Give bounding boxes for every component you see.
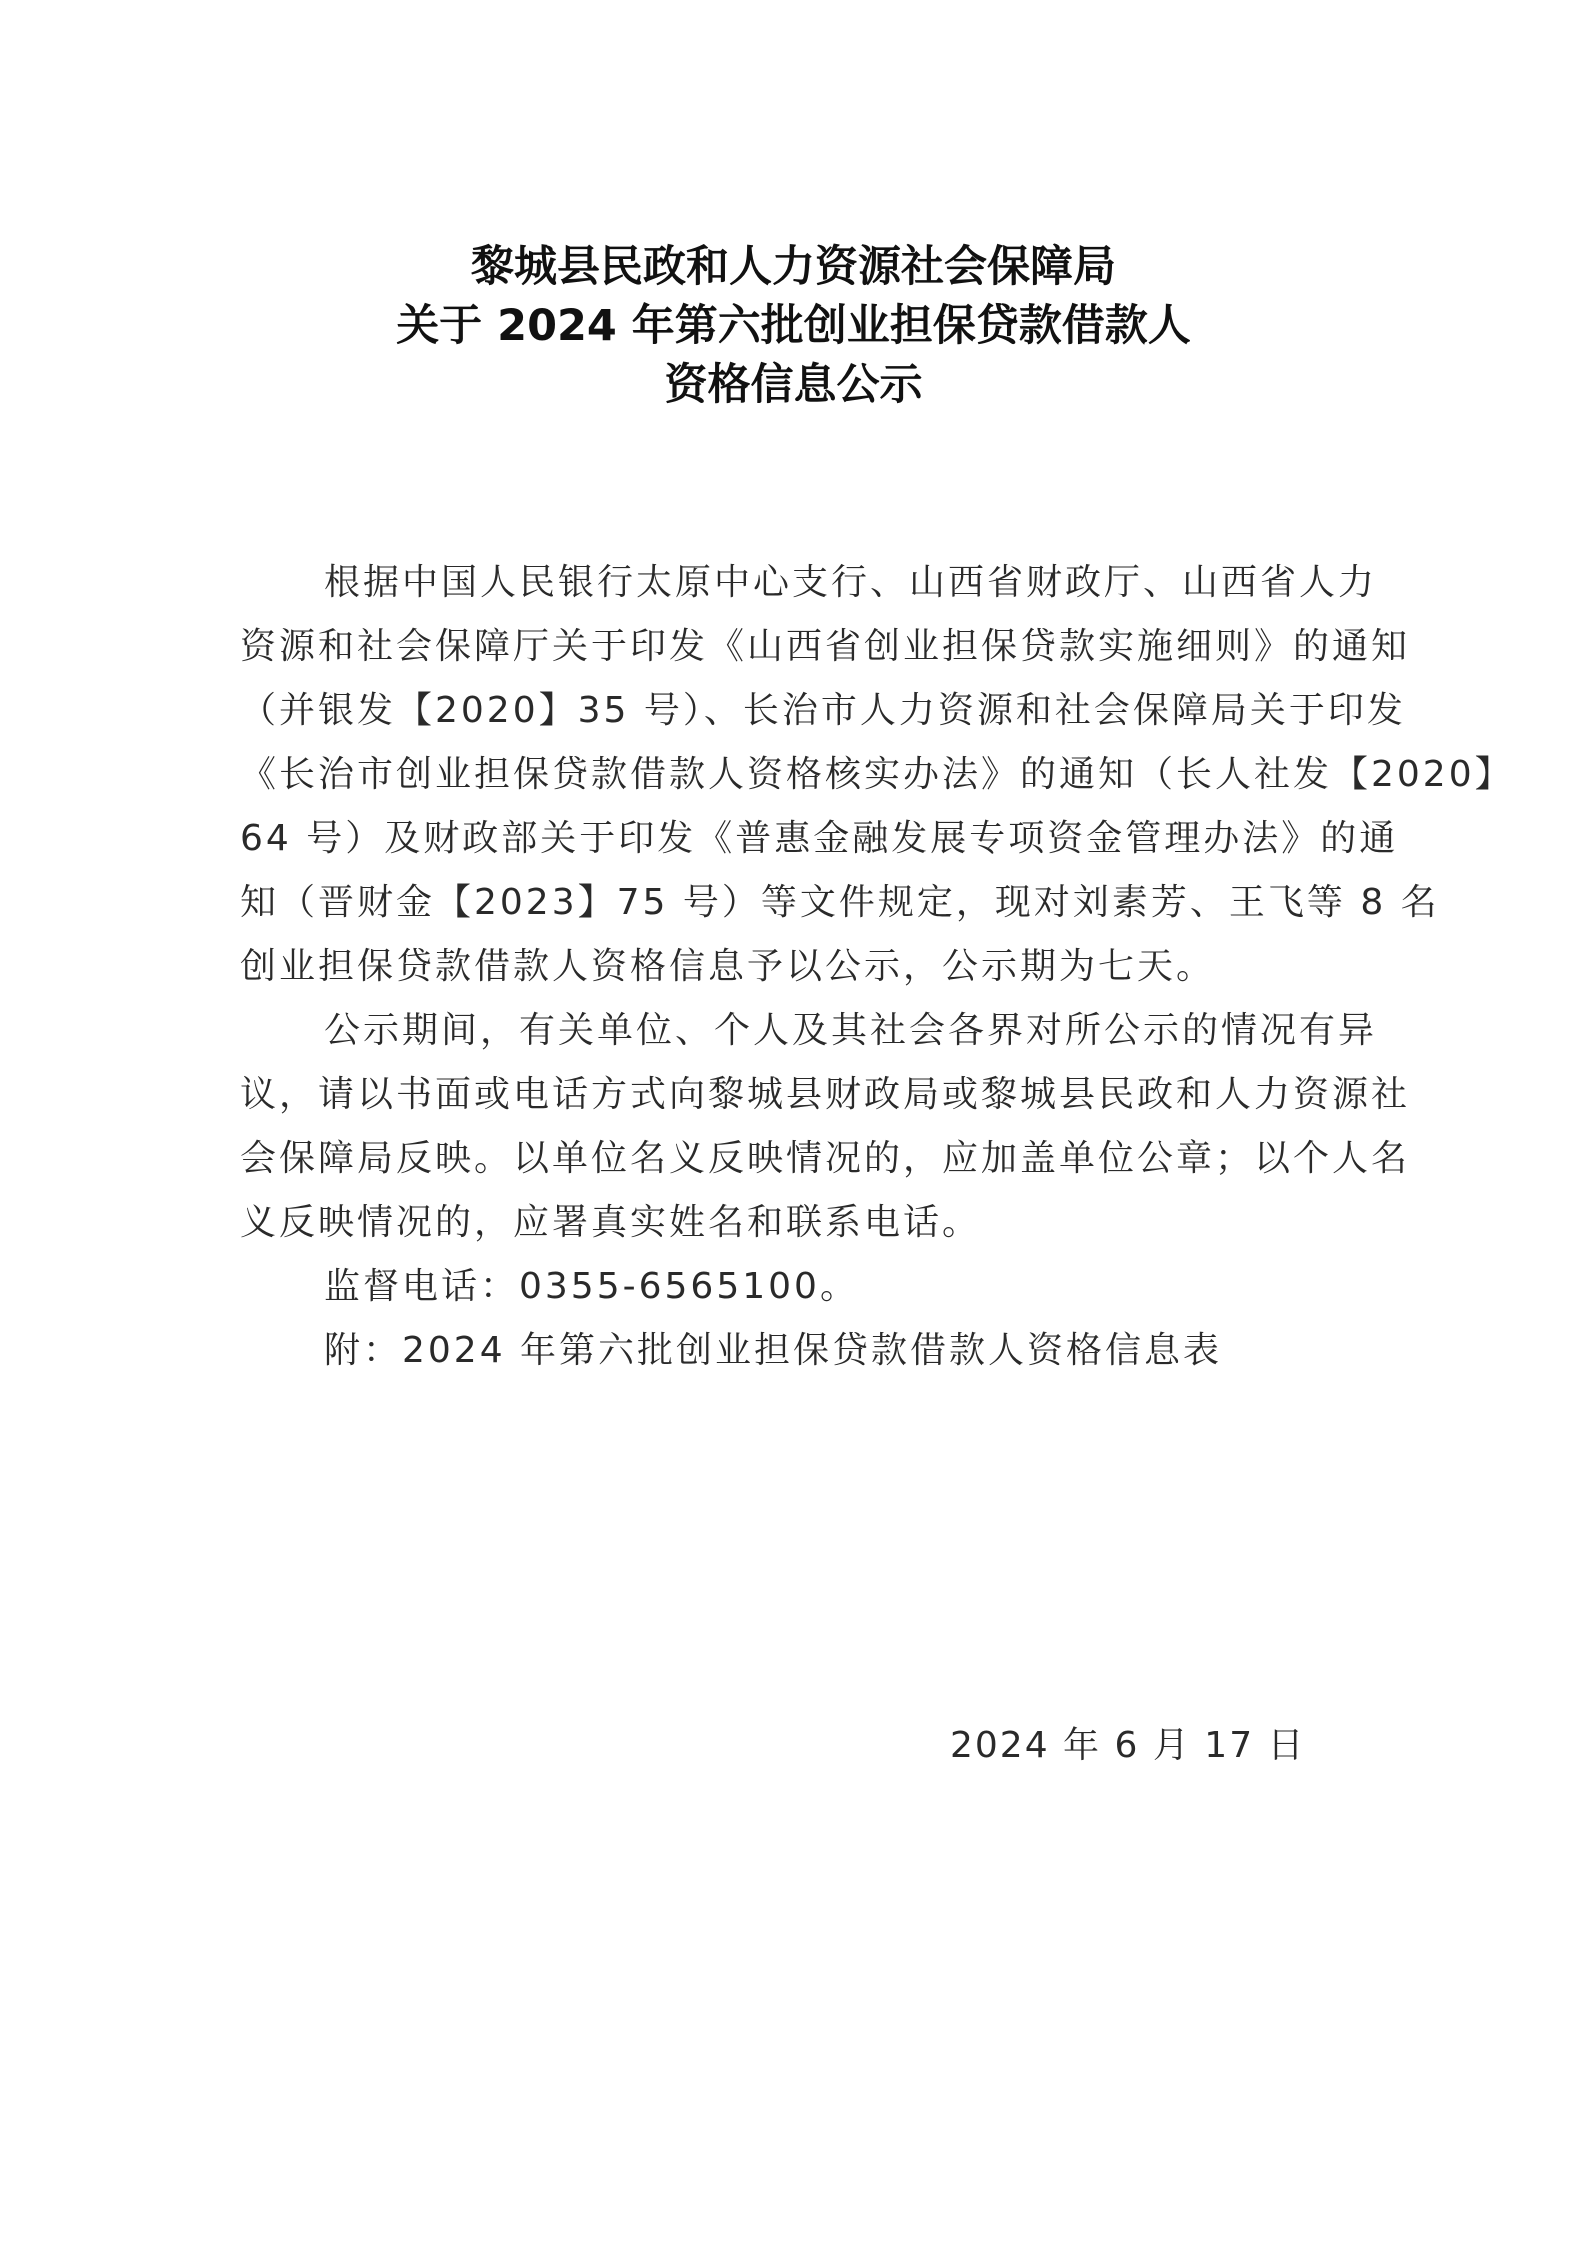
paragraph-line: 义反映情况的，应署真实姓名和联系电话。 (240, 1202, 982, 1243)
paragraph-line: 64 号）及财政部关于印发《普惠金融发展专项资金管理办法》的通 (240, 818, 1399, 859)
paragraph-line: （并银发【2020】35 号）、长治市人力资源和社会保障局关于印发 (240, 690, 1406, 731)
paragraph-basis (240, 551, 1514, 999)
paragraph-line: 《长治市创业担保贷款借款人资格核实办法》的通知（长人社发【2020】 (240, 754, 1514, 795)
title-line-1: 黎城县民政和人力资源社会保障局 (471, 242, 1116, 292)
title-line-3: 资格信息公示 (664, 360, 923, 410)
paragraph-line: 资源和社会保障厅关于印发《山西省创业担保贷款实施细则》的通知 (240, 626, 1411, 667)
paragraph-line: 创业担保贷款借款人资格信息予以公示，公示期为七天。 (240, 946, 1216, 987)
document-title (0, 238, 1587, 415)
paragraph-line: 根据中国人民银行太原中心支行、山西省财政厅、山西省人力 (324, 562, 1378, 603)
attachment-note: 附：2024 年第六批创业担保贷款借款人资格信息表 (324, 1330, 1223, 1371)
paragraph-line: 议，请以书面或电话方式向黎城县财政局或黎城县民政和人力资源社 (240, 1074, 1411, 1115)
paragraph-line: 会保障局反映。以单位名义反映情况的，应加盖单位公章；以个人名 (240, 1138, 1411, 1179)
document-body (240, 551, 1514, 1383)
paragraph-objection (240, 999, 1411, 1255)
title-line-2: 关于 2024 年第六批创业担保贷款借款人 (396, 301, 1191, 351)
issue-date: 2024 年 6 月 17 日 (950, 1725, 1306, 1766)
paragraph-line: 知（晋财金【2023】75 号）等文件规定，现对刘素芳、王飞等 8 名 (240, 882, 1440, 923)
supervision-phone: 监督电话：0355-6565100。 (324, 1266, 859, 1307)
paragraph-line: 公示期间，有关单位、个人及其社会各界对所公示的情况有异 (324, 1010, 1378, 1051)
